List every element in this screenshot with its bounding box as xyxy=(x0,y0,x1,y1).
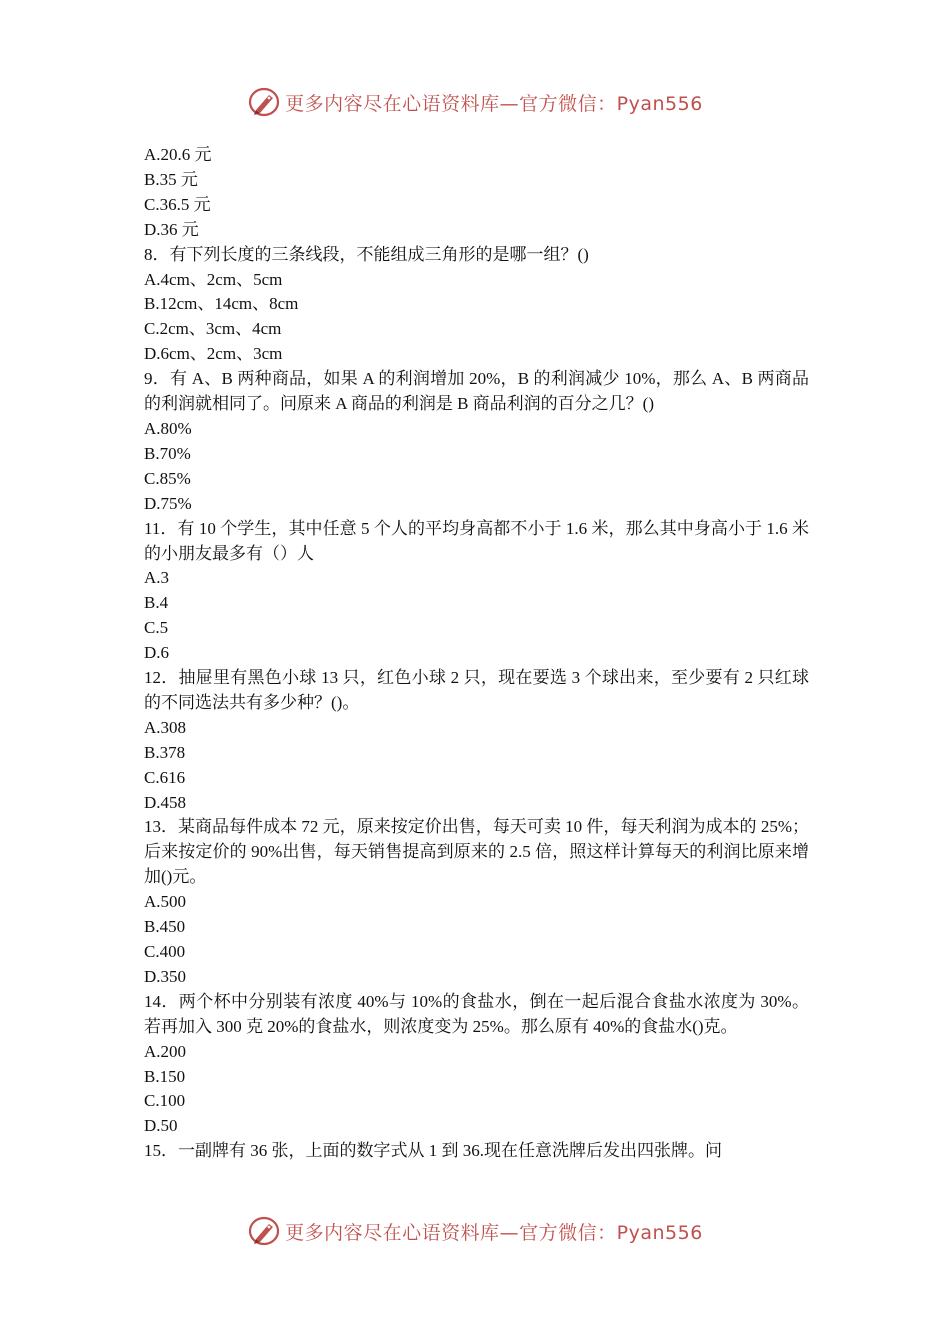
option-d: D.50 xyxy=(144,1116,178,1136)
option-b: B.35 元 xyxy=(144,169,198,189)
option-c: C.400 xyxy=(144,942,186,961)
watermark-text: 更多内容尽在心语资料库—官方微信：Pyan556 xyxy=(285,92,703,115)
watermark-text: 更多内容尽在心语资料库—官方微信：Pyan556 xyxy=(285,1221,703,1244)
question-9 xyxy=(144,367,809,516)
option-c: C.5 xyxy=(144,618,169,638)
question-text: 9．有 A、B 两种商品，如果 A 的利润增加 20%，B 的利润减少 10%，那么 A、B 两商品的利润就相同了。问原来 A 商品的利润是 B 商品利润的百分之几？() xyxy=(144,369,809,414)
option-d: D.36 元 xyxy=(144,219,199,239)
option-b: B.4 xyxy=(144,593,169,613)
header-watermark xyxy=(0,82,950,122)
option-c: C.100 xyxy=(144,1091,186,1111)
pen-nib-logo-icon xyxy=(247,1214,281,1248)
option-b: B.12cm、14cm、8cm xyxy=(144,294,299,314)
question-12 xyxy=(144,666,809,815)
option-d: D.75% xyxy=(144,493,192,513)
option-c: C.616 xyxy=(144,767,186,787)
options-block xyxy=(144,143,809,243)
option-d: D.350 xyxy=(144,966,187,986)
question-13 xyxy=(144,815,809,989)
option-d: D.458 xyxy=(144,792,187,812)
option-a: A.200 xyxy=(144,1041,187,1061)
option-a: A.500 xyxy=(144,892,187,912)
pen-nib-logo-icon xyxy=(247,85,281,119)
option-b: B.70% xyxy=(144,443,191,463)
option-a: A.308 xyxy=(144,717,187,737)
question-text: 12．抽屉里有黑色小球 13 只，红色小球 2 只，现在要选 3 个球出来，至少要有 2 只红球的不同选法共有多少种？()。 xyxy=(144,668,809,712)
option-c: C.36.5 元 xyxy=(144,194,211,214)
question-text: 13．某商品每件成本 72 元，原来按定价出售，每天可卖 10 件，每天利润为成本的 25%；后来按定价的 90%出售，每天销售提高到原来的 2.5 倍，照这样计算每天的利润比原来增加()元。 xyxy=(144,817,809,887)
option-b: B.378 xyxy=(144,742,186,762)
option-a: A.3 xyxy=(144,568,170,588)
question-text: 11．有 10 个学生，其中任意 5 个人的平均身高都不小于 1.6 米，那么其中身高小于 1.6 米的小朋友最多有（）人 xyxy=(144,518,809,563)
question-text: 14．两个杯中分别装有浓度 40%与 10%的食盐水，倒在一起后混合食盐水浓度为 30%。若再加入 300 克 20%的食盐水，则浓度变为 25%。那么原有 40%的食盐水()克。 xyxy=(144,991,809,1036)
option-c: C.2cm、3cm、4cm xyxy=(144,319,282,339)
question-text: 8．有下列长度的三条线段，不能组成三角形的是哪一组？() xyxy=(144,244,589,264)
option-a: A.80% xyxy=(144,418,192,438)
option-a: A.4cm、2cm、5cm xyxy=(144,269,283,289)
option-b: B.450 xyxy=(144,917,186,937)
question-14 xyxy=(144,990,809,1139)
option-b: B.150 xyxy=(144,1066,186,1086)
option-d: D.6cm、2cm、3cm xyxy=(144,344,283,364)
option-c: C.85% xyxy=(144,468,191,488)
question-11 xyxy=(144,517,809,666)
question-8 xyxy=(144,243,809,368)
document-body xyxy=(144,143,809,1164)
question-text: 15．一副牌有 36 张，上面的数字式从 1 到 36.现在任意洗牌后发出四张牌。问 xyxy=(144,1141,722,1161)
option-a: A.20.6 元 xyxy=(144,145,212,164)
question-15 xyxy=(144,1139,809,1164)
footer-watermark xyxy=(0,1211,950,1251)
option-d: D.6 xyxy=(144,643,170,663)
